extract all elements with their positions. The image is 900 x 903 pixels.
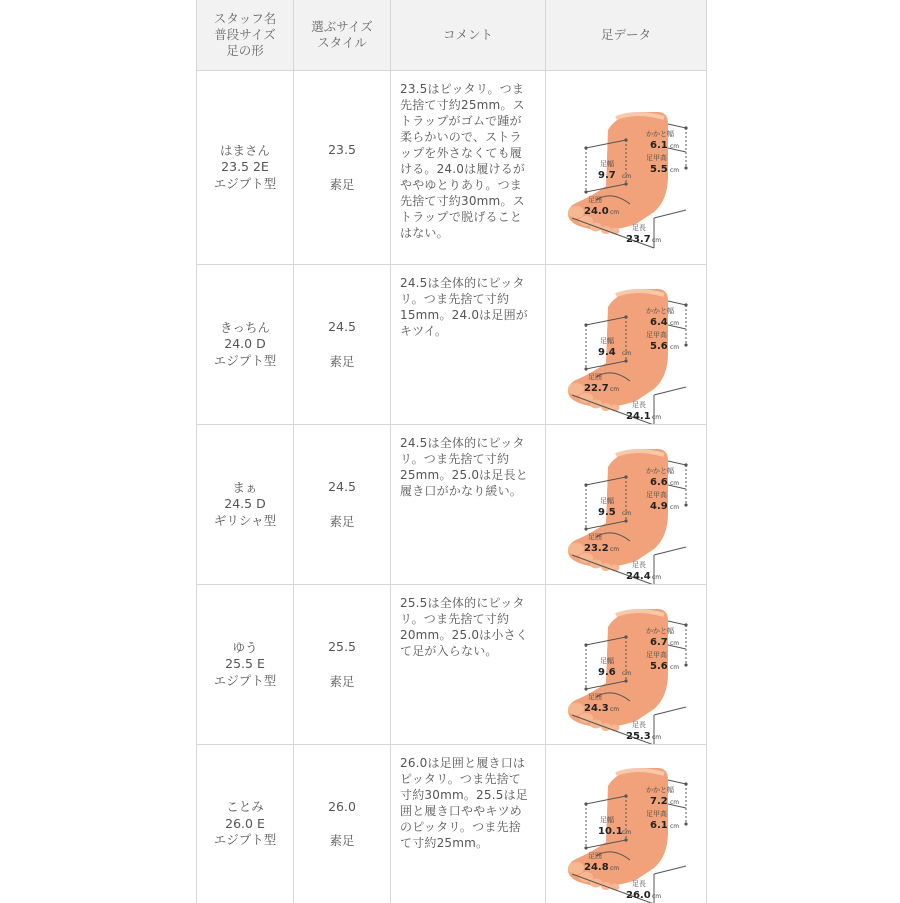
- comment-line: トラップで脱げること: [400, 210, 523, 224]
- comment-line: リ。つま先捨て寸約: [400, 612, 510, 626]
- style: 素足: [329, 673, 355, 689]
- usual-size: 26.0 E: [225, 815, 265, 831]
- staff-cell: [197, 745, 294, 903]
- foot-shape-type: ギリシャ型: [213, 512, 277, 528]
- comment-line: 寸約30mm。25.5は足: [400, 788, 528, 802]
- comment-cell: [391, 745, 546, 903]
- comment-line: リ。つま先捨て寸約: [400, 452, 510, 466]
- table-header: [197, 0, 706, 71]
- value-heel: 7.2: [650, 796, 668, 807]
- staff-cell: [197, 585, 294, 744]
- foot-diagram: [546, 71, 706, 264]
- comment-line: キツイ。: [400, 324, 448, 338]
- staff-cell: [197, 425, 294, 584]
- svg-text:cm: cm: [652, 574, 662, 581]
- comment-line: ピッタリ。つま先捨て: [400, 772, 521, 786]
- comment-cell: [391, 265, 546, 424]
- comment-line: て寸約25mm。: [400, 836, 489, 850]
- svg-text:cm: cm: [670, 640, 680, 647]
- style: 素足: [329, 353, 355, 369]
- foot-shape-type: エジプト型: [213, 672, 277, 688]
- usual-size: 24.0 D: [224, 336, 266, 352]
- foot-diagram: [546, 745, 706, 903]
- table-row: [197, 745, 706, 903]
- comment-line: 囲と履き口ややキツめ: [400, 804, 523, 818]
- svg-text:cm: cm: [652, 734, 662, 741]
- chosen-size: 26.0: [328, 798, 356, 814]
- comment-line: て足が入らない。: [400, 644, 498, 658]
- label-length: 足長: [632, 721, 646, 729]
- comment-line: はない。: [400, 226, 449, 240]
- label-instep: 足甲高: [646, 331, 667, 339]
- value-instep: 6.1: [650, 820, 668, 831]
- label-length: 足長: [632, 401, 646, 409]
- header-comment: コメント: [391, 0, 546, 70]
- svg-text:cm: cm: [610, 865, 620, 872]
- staff-name: はまさん: [219, 142, 270, 158]
- comment-line: 20mm。25.0は小さく: [400, 628, 528, 642]
- value-length: 26.0: [626, 890, 651, 901]
- label-width: 足幅: [600, 497, 614, 505]
- label-girth: 足囲: [588, 196, 602, 204]
- svg-text:cm: cm: [670, 664, 680, 671]
- foot-data-cell: [546, 71, 706, 264]
- label-instep: 足甲高: [646, 810, 667, 818]
- comment-line: 柔らかいので、ストラ: [400, 130, 522, 144]
- comment-line: 先捨て寸約25mm。ス: [400, 98, 525, 112]
- label-length: 足長: [632, 880, 646, 888]
- svg-text:cm: cm: [670, 480, 680, 487]
- comment-cell: [391, 425, 546, 584]
- label-girth: 足囲: [588, 533, 602, 541]
- value-width: 9.4: [598, 347, 616, 358]
- value-instep: 5.6: [650, 661, 668, 672]
- foot-shape-type: エジプト型: [213, 832, 277, 848]
- label-instep: 足甲高: [646, 154, 667, 162]
- value-girth: 22.7: [584, 383, 609, 394]
- chosen-size: 23.5: [328, 142, 356, 157]
- value-girth: 24.8: [584, 862, 609, 873]
- header-staff: スタッフ名 普段サイズ 足の形: [197, 0, 294, 70]
- value-width: 9.5: [598, 507, 616, 518]
- header-size: 選ぶサイズ スタイル: [294, 0, 391, 70]
- svg-text:cm: cm: [622, 670, 632, 677]
- svg-text:cm: cm: [610, 706, 620, 713]
- usual-size: 24.5 D: [224, 496, 266, 512]
- table-row: [197, 585, 706, 745]
- comment-line: トラップがゴムで踵が: [400, 114, 522, 128]
- staff-name: ことみ: [226, 799, 264, 815]
- staff-cell: [197, 265, 294, 424]
- label-heel: かかと幅: [646, 627, 674, 635]
- table-row: [197, 425, 706, 585]
- label-girth: 足囲: [588, 373, 602, 381]
- style: 素足: [329, 833, 355, 848]
- value-heel: 6.4: [650, 317, 668, 328]
- value-length: 25.3: [626, 731, 651, 742]
- foot-shape-type: エジプト型: [213, 352, 277, 368]
- label-length: 足長: [632, 561, 646, 569]
- value-length: 23.7: [626, 234, 651, 245]
- table-row: [197, 265, 706, 425]
- svg-text:cm: cm: [652, 893, 662, 900]
- comment-line: 先捨て寸約30mm。ス: [400, 194, 525, 208]
- svg-text:cm: cm: [670, 143, 680, 150]
- foot-diagram: [546, 265, 706, 424]
- chosen-size: 24.5: [328, 479, 356, 494]
- size-cell: [294, 745, 391, 903]
- comment-line: ややゆとりあり。つま: [400, 178, 523, 192]
- header-foot-data: 足データ: [600, 27, 651, 42]
- label-width: 足幅: [600, 816, 614, 824]
- svg-text:cm: cm: [622, 350, 632, 357]
- comment-line: 15mm。24.0は足囲が: [400, 308, 528, 322]
- svg-text:cm: cm: [610, 546, 620, 553]
- value-girth: 24.3: [584, 703, 609, 714]
- label-instep: 足甲高: [646, 651, 667, 659]
- comment-cell: [391, 71, 546, 264]
- value-length: 24.1: [626, 411, 651, 422]
- svg-text:cm: cm: [670, 504, 680, 511]
- foot-data-cell: [546, 425, 706, 584]
- comment-line: のピッタリ。つま先捨: [400, 820, 521, 834]
- foot-data-cell: [546, 265, 706, 424]
- size-cell: [294, 425, 391, 584]
- value-girth: 24.0: [584, 206, 609, 217]
- value-width: 9.6: [598, 667, 616, 678]
- label-heel: かかと幅: [646, 786, 674, 794]
- foot-data-cell: [546, 745, 706, 903]
- foot-shape-type: エジプト型: [213, 175, 277, 191]
- staff-name: ゆう: [232, 639, 258, 655]
- comment-line: ける。24.0は履けるが: [400, 162, 526, 176]
- style: 素足: [329, 513, 355, 529]
- svg-text:cm: cm: [622, 173, 632, 180]
- value-girth: 23.2: [584, 543, 609, 554]
- svg-text:cm: cm: [652, 237, 662, 244]
- svg-text:cm: cm: [670, 344, 680, 351]
- label-width: 足幅: [600, 657, 614, 665]
- table-row: [197, 71, 706, 265]
- value-heel: 6.1: [650, 140, 668, 151]
- size-cell: [294, 71, 391, 264]
- value-length: 24.4: [626, 571, 651, 582]
- label-heel: かかと幅: [646, 467, 674, 475]
- chosen-size: 24.5: [328, 319, 356, 334]
- value-heel: 6.6: [650, 477, 668, 488]
- comment-line: 24.5は全体的にピッタ: [400, 276, 525, 290]
- style: 素足: [329, 176, 355, 192]
- svg-text:cm: cm: [670, 167, 680, 174]
- foot-diagram: [546, 585, 706, 744]
- svg-text:cm: cm: [622, 829, 632, 836]
- staff-name: まぁ: [232, 479, 258, 495]
- size-cell: [294, 585, 391, 744]
- svg-text:cm: cm: [610, 386, 620, 393]
- comment-line: 25.5は全体的にピッタ: [400, 596, 525, 610]
- comment-line: 23.5はピッタリ。つま: [400, 82, 525, 96]
- value-width: 9.7: [598, 170, 616, 181]
- label-length: 足長: [632, 224, 646, 232]
- label-girth: 足囲: [588, 852, 602, 860]
- value-instep: 5.6: [650, 341, 668, 352]
- svg-text:cm: cm: [670, 320, 680, 327]
- size-cell: [294, 265, 391, 424]
- comment-line: 26.0は足囲と履き口は: [400, 756, 526, 770]
- svg-text:cm: cm: [622, 510, 632, 517]
- value-width: 10.1: [598, 826, 623, 837]
- svg-text:cm: cm: [670, 799, 680, 806]
- svg-text:cm: cm: [670, 823, 680, 830]
- label-instep: 足甲高: [646, 491, 667, 499]
- staff-name: きっちん: [219, 319, 270, 335]
- label-heel: かかと幅: [646, 307, 674, 315]
- svg-text:cm: cm: [610, 209, 620, 216]
- size-table: [196, 0, 707, 903]
- usual-size: 25.5 E: [225, 656, 265, 672]
- comment-line: ップを外さなくても履: [400, 146, 523, 160]
- label-width: 足幅: [600, 160, 614, 168]
- chosen-size: 25.5: [328, 639, 356, 654]
- comment-line: リ。つま先捨て寸約: [400, 292, 510, 306]
- foot-data-cell: [546, 585, 706, 744]
- comment-line: 履き口がかなり緩い。: [400, 484, 523, 498]
- svg-text:cm: cm: [652, 414, 662, 421]
- foot-diagram: [546, 425, 706, 584]
- comment-cell: [391, 585, 546, 744]
- comment-line: 24.5は全体的にピッタ: [400, 436, 525, 450]
- label-heel: かかと幅: [646, 130, 674, 138]
- usual-size: 23.5 2E: [221, 159, 269, 175]
- label-girth: 足囲: [588, 693, 602, 701]
- staff-cell: [197, 71, 294, 264]
- value-heel: 6.7: [650, 637, 668, 648]
- value-instep: 5.5: [650, 164, 668, 175]
- value-instep: 4.9: [650, 501, 668, 512]
- label-width: 足幅: [600, 337, 614, 345]
- comment-line: 25mm。25.0は足長と: [400, 468, 528, 482]
